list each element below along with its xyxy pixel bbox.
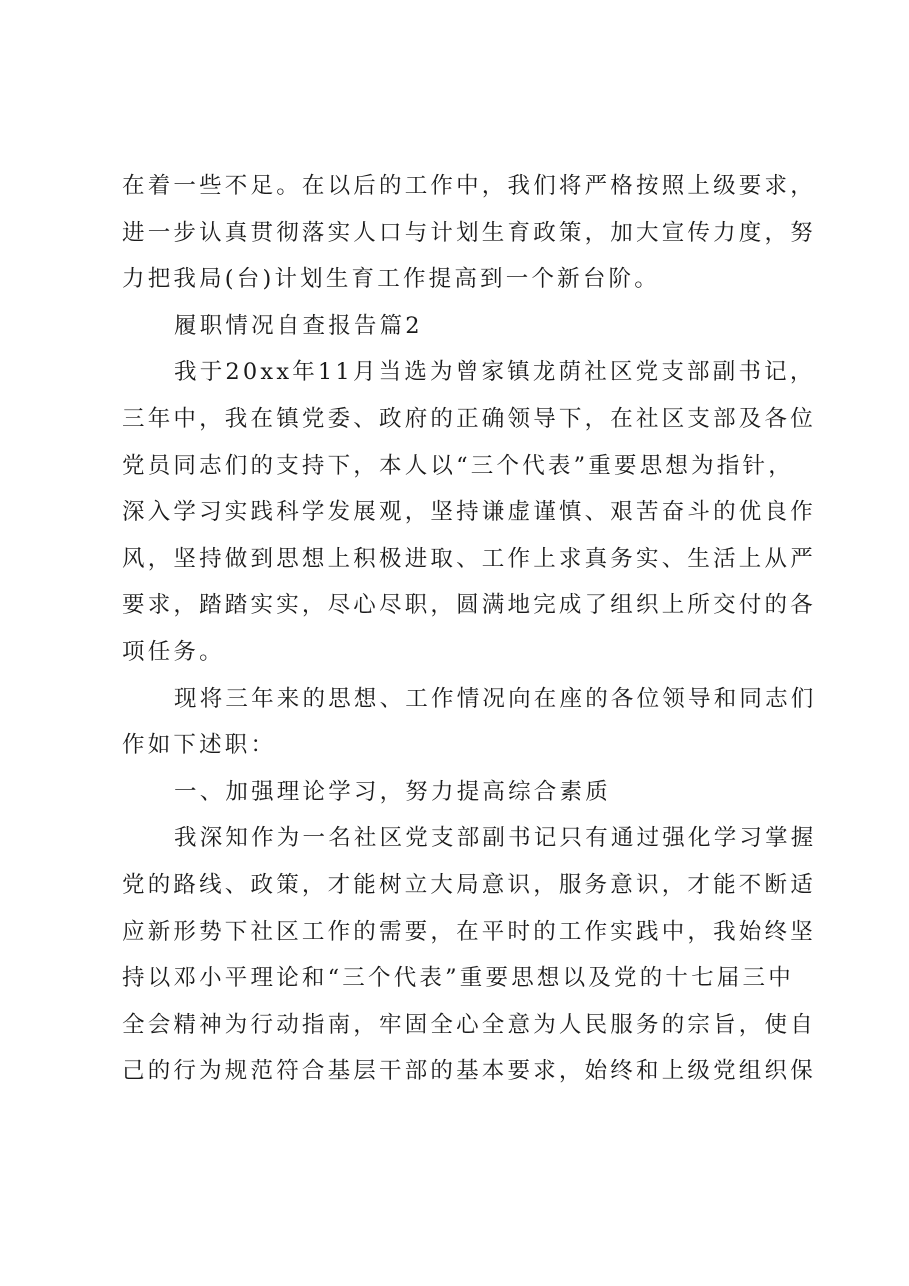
subsection-heading: 一、加强理论学习，努力提高综合素质: [174, 778, 611, 805]
text-line: 现将三年来的思想、工作情况向在座的各位领导和同志们: [174, 685, 817, 712]
text-line: 党员同志们的支持下，本人以“三个代表”重要思想为指针，: [122, 452, 794, 479]
text-line: 进一步认真贯彻落实人口与计划生育政策，加大宣传力度，努: [122, 219, 816, 246]
text-line: 风，坚持做到思想上积极进取、工作上求真务实、生活上从严: [122, 545, 816, 572]
text-line: 在着一些不足。在以后的工作中，我们将严格按照上级要求，: [122, 173, 816, 199]
text-line: 项任务。: [122, 638, 225, 665]
text-line: 己的行为规范符合基层干部的基本要求，始终和上级党组织保: [122, 1058, 816, 1085]
text-line: 深入学习实践科学发展观，坚持谦虚谨慎、艰苦奋斗的优良作: [122, 499, 816, 526]
text-line: 我深知作为一名社区党支部副书记只有通过强化学习掌握: [174, 825, 817, 852]
text-line: 持以邓小平理论和“三个代表”重要思想以及党的十七届三中: [122, 965, 794, 992]
text-line: 应新形势下社区工作的需要，在平时的工作实践中，我始终坚: [122, 918, 816, 945]
text-line: 力把我局(台)计划生育工作提高到一个新台阶。: [122, 266, 660, 293]
text-line: 党的路线、政策，才能树立大局意识，服务意识，才能不断适: [122, 871, 816, 898]
text-line: 作如下述职：: [122, 732, 277, 759]
text-line: 三年中，我在镇党委、政府的正确领导下，在社区支部及各位: [122, 405, 816, 432]
section-heading: 履职情况自查报告篇2: [174, 312, 423, 339]
document-body: [122, 163, 817, 1095]
text-line: 要求，踏踏实实，尽心尽职，圆满地完成了组织上所交付的各: [122, 592, 816, 619]
text-line: 我于20xx年11月当选为曾家镇龙荫社区党支部副书记，: [174, 359, 816, 386]
text-line: 全会精神为行动指南，牢固全心全意为人民服务的宗旨，使自: [122, 1011, 816, 1038]
